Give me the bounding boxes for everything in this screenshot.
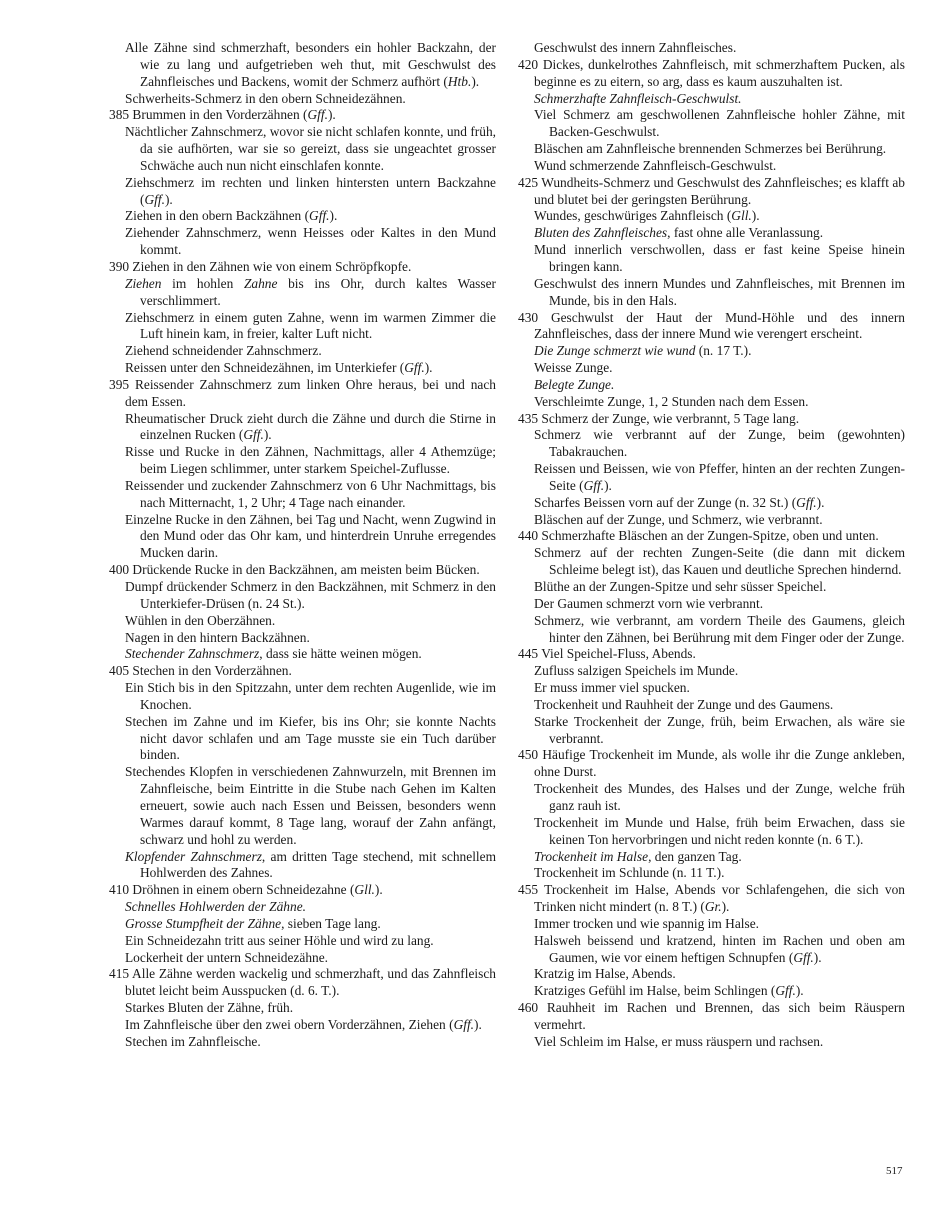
entry-text: 400 Drückende Rucke in den Backzähnen, am meisten beim Bücken.	[109, 562, 480, 578]
symptom-entry	[518, 40, 905, 57]
symptom-entry	[109, 1000, 496, 1017]
symptom-entry	[109, 646, 496, 663]
italic-text: Gr.	[704, 899, 722, 915]
symptom-entry	[109, 849, 496, 883]
symptom-entry	[518, 208, 905, 225]
entry-text: Im Zahnfleische über den zwei obern Vorderzähnen, Ziehen (	[125, 1016, 454, 1032]
symptom-entry	[109, 478, 496, 512]
entry-text: Viel Schmerz am geschwollenen Zahnfleische hohler Zähne, mit Backen-Geschwulst.	[534, 107, 905, 140]
italic-text: Bluten des Zahnfleisches	[534, 225, 668, 241]
entry-text: Geschwulst des innern Mundes und Zahnfleisches, mit Brennen im Munde, bis in den Hals.	[534, 275, 905, 308]
symptom-entry	[109, 107, 496, 124]
entry-text: 455 Trockenheit im Halse, Abends vor Schlafengehen, die sich von Trinken nicht mindert (n. 8 T.) (	[518, 882, 905, 915]
symptom-entry	[518, 512, 905, 529]
entry-text: Ziehender Zahnschmerz, wenn Heisses oder Kaltes in den Mund kommt.	[125, 225, 496, 258]
entry-text: ).	[721, 899, 730, 915]
entry-text: ).	[329, 208, 338, 224]
entry-text: 445 Viel Speichel-Fluss, Abends.	[518, 646, 696, 662]
entry-text: Starke Trockenheit der Zunge, früh, beim Erwachen, als wäre sie verbrannt.	[534, 713, 905, 746]
entry-text: ).	[816, 494, 825, 510]
symptom-entry	[109, 680, 496, 714]
entry-text: Wühlen in den Oberzähnen.	[125, 612, 276, 628]
italic-text: Trockenheit im Halse	[534, 848, 649, 864]
italic-text: Gll.	[731, 208, 752, 224]
italic-text: Gff.	[453, 1016, 475, 1032]
entry-text: Starkes Bluten der Zähne, früh.	[125, 1000, 294, 1016]
symptom-entry	[518, 596, 905, 613]
symptom-entry	[518, 966, 905, 983]
entry-text: 410 Dröhnen in einem obern Schneidezahne (	[109, 882, 355, 898]
entry-text: Halsweh beissend und kratzend, hinten im Rachen und oben am Gaumen, wie vor einem heftigen Schnupfen (	[534, 932, 905, 965]
italic-text: Gff.	[793, 949, 814, 965]
italic-text: Ziehen	[125, 275, 162, 291]
symptom-entry	[518, 579, 905, 596]
symptom-entry	[518, 107, 905, 141]
entry-text: Ein Schneidezahn tritt aus seiner Höhle und wird zu lang.	[125, 932, 434, 948]
entry-text: Nagen in den hintern Backzähnen.	[125, 629, 310, 645]
symptom-entry	[518, 781, 905, 815]
symptom-entry	[518, 225, 905, 242]
entry-text: ).	[471, 73, 480, 89]
entry-text: Reissen und Beissen, wie von Pfeffer, hinten an der rechten Zungen-Seite (	[534, 461, 905, 493]
entry-text: Geschwulst des innern Zahnfleisches.	[534, 40, 737, 55]
italic-text: Zahne	[243, 275, 278, 291]
symptom-entry	[518, 343, 905, 360]
entry-text: Mund innerlich verschwollen, dass er fast keine Speise hinein bringen kann.	[534, 242, 905, 274]
symptom-entry	[109, 91, 496, 108]
entry-text: Trockenheit im Schlunde (n. 11 T.).	[534, 865, 725, 881]
entry-text: Weisse Zunge.	[534, 360, 613, 376]
symptom-entry	[109, 343, 496, 360]
symptom-entry	[109, 208, 496, 225]
entry-text: Schwerheits-Schmerz in den obern Schneidezähnen.	[125, 90, 406, 106]
symptom-entry	[109, 714, 496, 765]
entry-text: 420 Dickes, dunkelrothes Zahnfleisch, mit schmerzhaftem Pucken, als beginne es zu eitern, so arg, dass es kaum auszuhalten ist.	[518, 56, 905, 89]
entry-text: Reissender und zuckender Zahnschmerz von 6 Uhr Nachmittags, bis nach Mitternacht, 1, 2 Uhr; 4 Tage nach einander.	[125, 477, 496, 510]
symptom-entry	[518, 377, 905, 394]
entry-text: Stechen im Zahnfleische.	[125, 1033, 261, 1049]
symptom-entry	[518, 242, 905, 276]
entry-text: 460 Rauhheit im Rachen und Brennen, das sich beim Räuspern vermehrt.	[518, 1000, 905, 1032]
symptom-entry	[518, 360, 905, 377]
entry-text: ).	[263, 427, 272, 443]
entry-text: Kratziges Gefühl im Halse, beim Schlingen (	[534, 983, 776, 999]
entry-text: 435 Schmerz der Zunge, wie verbrannt, 5 Tage lang.	[518, 410, 800, 426]
entry-text: Lockerheit der untern Schneidezähne.	[125, 949, 328, 965]
symptom-entry	[109, 444, 496, 478]
symptom-entry	[518, 461, 905, 495]
symptom-entry	[518, 411, 905, 428]
symptom-entry	[109, 916, 496, 933]
italic-text: Gff.	[796, 494, 817, 510]
symptom-entry	[518, 714, 905, 748]
symptom-entry	[109, 411, 496, 445]
left-column	[109, 40, 496, 1051]
symptom-entry	[518, 57, 905, 91]
symptom-entry	[109, 377, 496, 411]
entry-text: Nächtlicher Zahnschmerz, wovor sie nicht schlafen konnte, und früh, da sie aufhörten, war sie so gereizt, dass sie ungeachtet grosser Schwäche auch nun nicht einschlafen konnte.	[125, 124, 496, 173]
entry-text: Ziehend schneidender Zahnschmerz.	[125, 343, 322, 359]
entry-text: ).	[813, 949, 822, 965]
italic-text: Schmerzhafte Zahnfleisch-Geschwulst.	[534, 90, 742, 106]
italic-text: Die Zunge schmerzt wie wund	[534, 343, 696, 359]
symptom-entry	[518, 1034, 905, 1051]
italic-text: Gff.	[243, 427, 264, 443]
italic-text: Gff.	[307, 107, 328, 123]
entry-text: Ein Stich bis in den Spitzzahn, unter dem rechten Augenlide, wie im Knochen.	[125, 680, 496, 712]
symptom-entry	[518, 815, 905, 849]
symptom-entry	[109, 882, 496, 899]
symptom-entry	[518, 495, 905, 512]
symptom-entry	[109, 764, 496, 848]
symptom-entry	[518, 427, 905, 461]
symptom-entry	[109, 579, 496, 613]
italic-text: Grosse Stumpfheit der Zähne	[125, 915, 282, 931]
entry-text: Er muss immer viel spucken.	[534, 680, 690, 696]
symptom-entry	[518, 613, 905, 647]
italic-text: Schnelles Hohlwerden der Zähne.	[125, 899, 306, 915]
symptom-entry	[109, 259, 496, 276]
entry-text: Stechendes Klopfen in verschiedenen Zahnwurzeln, mit Brennen im Zahnfleische, beim Eintritte in die Stube nach Gehen im Kalten erneuert, sowie auch nach Essen und Beissen, besonders wenn Warmes darauf kommt, 8 Tage lang, worauf der Zahn anfängt, schwarz und hohl zu werden.	[125, 764, 496, 847]
symptom-entry	[518, 276, 905, 310]
entry-text: Verschleimte Zunge, 1, 2 Stunden nach dem Essen.	[534, 393, 809, 409]
symptom-entry	[518, 158, 905, 175]
entry-text: 425 Wundheits-Schmerz und Geschwulst des Zahnfleisches; es klafft ab und blutet bei der geringsten Berührung.	[518, 174, 905, 207]
entry-text: Reissen unter den Schneidezähnen, im Unterkiefer (	[125, 360, 405, 376]
symptom-entry	[109, 360, 496, 377]
entry-text: ).	[374, 882, 383, 898]
entry-text: bis ins Ohr, durch kaltes Wasser verschlimmert.	[140, 275, 497, 308]
entry-text: Der Gaumen schmerzt vorn wie verbrannt.	[534, 595, 764, 611]
entry-text: 405 Stechen in den Vorderzähnen.	[109, 663, 292, 679]
entry-text: 440 Schmerzhafte Bläschen an der Zungen-Spitze, oben und unten.	[518, 528, 879, 544]
entry-text: Wundes, geschwüriges Zahnfleisch (	[534, 208, 732, 224]
entry-text: Wund schmerzende Zahnfleisch-Geschwulst.	[534, 157, 777, 173]
entry-text: Bläschen am Zahnfleische brennenden Schmerzes bei Berührung.	[534, 141, 887, 157]
symptom-entry	[518, 865, 905, 882]
symptom-entry	[109, 175, 496, 209]
entry-text: , sieben Tage lang.	[281, 915, 381, 931]
italic-text: Gff.	[309, 208, 330, 224]
entry-text: Einzelne Rucke in den Zähnen, bei Tag und Nacht, wenn Zugwind in den Mund oder das Ohr kam, und hinterdrein Unruhe erregendes Mucken darin.	[125, 511, 496, 561]
symptom-entry	[518, 545, 905, 579]
entry-text: Ziehen in den obern Backzähnen (	[125, 208, 310, 224]
italic-text: Belegte Zunge.	[534, 376, 615, 392]
entry-text: Alle Zähne sind schmerzhaft, besonders ein hohler Backzahn, der wie zu lang und aufgetrieben weh thut, mit Geschwulst des Zahnfleisches und Backens, womit der Schmerz aufhört (	[125, 40, 496, 89]
entry-text: Scharfes Beissen vorn auf der Zunge (n. 32 St.) (	[534, 494, 797, 510]
entry-text: 385 Brummen in den Vorderzähnen (	[109, 107, 308, 123]
symptom-entry	[518, 680, 905, 697]
entry-text: Zufluss salzigen Speichels im Munde.	[534, 663, 739, 679]
symptom-entry	[518, 394, 905, 411]
symptom-entry	[518, 663, 905, 680]
entry-text: 415 Alle Zähne werden wackelig und schmerzhaft, und das Zahnfleisch blutet leicht beim Ausspucken (d. 6. T.).	[109, 966, 496, 999]
entry-text: Rheumatischer Druck zieht durch die Zähne und durch die Stirne in einzelnen Rucken (	[125, 410, 496, 443]
italic-text: Klopfender Zahnschmerz	[125, 848, 262, 864]
symptom-entry	[109, 933, 496, 950]
right-column	[518, 40, 905, 1051]
italic-text: Htb.	[447, 73, 472, 89]
entry-text: ).	[604, 477, 612, 493]
entry-text: ).	[751, 208, 760, 224]
entry-text: , dass sie hätte weinen mögen.	[259, 646, 422, 662]
entry-text: ).	[795, 983, 804, 999]
entry-text: ).	[164, 191, 173, 207]
italic-text: Gll.	[354, 882, 375, 898]
italic-text: Gff.	[583, 477, 605, 493]
entry-text: 390 Ziehen in den Zähnen wie von einem Schröpfkopfe.	[109, 258, 412, 274]
symptom-entry	[518, 747, 905, 781]
symptom-entry	[518, 528, 905, 545]
symptom-entry	[109, 40, 496, 91]
symptom-entry	[109, 1017, 496, 1034]
entry-text: ).	[424, 360, 433, 376]
symptom-entry	[109, 562, 496, 579]
symptom-entry	[518, 141, 905, 158]
entry-text: 395 Reissender Zahnschmerz zum linken Ohre heraus, bei und nach dem Essen.	[109, 376, 496, 409]
symptom-entry	[518, 697, 905, 714]
italic-text: Gff.	[144, 191, 165, 207]
entry-text: 450 Häufige Trockenheit im Munde, als wolle ihr die Zunge ankleben, ohne Durst.	[518, 747, 905, 780]
italic-text: Gff.	[775, 983, 796, 999]
symptom-entry	[518, 916, 905, 933]
entry-text: Dumpf drückender Schmerz in den Backzähnen, mit Schmerz in den Unterkiefer-Drüsen (n. 24 St.).	[125, 579, 496, 611]
entry-text: Kratzig im Halse, Abends.	[534, 966, 676, 982]
symptom-entry	[109, 613, 496, 630]
symptom-entry	[109, 225, 496, 259]
entry-text: Ziehschmerz im rechten und linken hintersten untern Backzahne (	[125, 174, 496, 207]
entry-text: Trockenheit des Mundes, des Halses und der Zunge, welche früh ganz rauh ist.	[534, 781, 905, 813]
page-number: 517	[886, 1165, 903, 1177]
entry-text: (n. 17 T.).	[695, 343, 752, 359]
symptom-entry	[518, 646, 905, 663]
entry-text: Bläschen auf der Zunge, und Schmerz, wie verbrannt.	[534, 511, 823, 527]
entry-text: ).	[474, 1016, 482, 1032]
symptom-entry	[109, 950, 496, 967]
entry-text: Blüthe an der Zungen-Spitze und sehr süsser Speichel.	[534, 579, 827, 594]
entry-text: im hohlen	[161, 275, 244, 291]
symptom-entry	[518, 882, 905, 916]
entry-text: Risse und Rucke in den Zähnen, Nachmittags, aller 4 Athemzüge; beim Liegen schlimmer, unter starkem Speichel-Zuflusse.	[125, 444, 496, 477]
entry-text: Trockenheit im Munde und Halse, früh beim Erwachen, dass sie keinen Ton hervorbringen und nicht reden konnte (n. 6 T.).	[534, 814, 905, 847]
entry-text: , am dritten Tage stechend, mit schnellem Hohlwerden des Zahnes.	[140, 848, 496, 881]
entry-text: , den ganzen Tag.	[648, 848, 742, 864]
symptom-entry	[109, 512, 496, 563]
entry-text: Ziehschmerz in einem guten Zahne, wenn im warmen Zimmer die Luft hinein kam, in freier, kalter Luft nicht.	[125, 309, 496, 342]
symptom-entry	[109, 124, 496, 175]
entry-text: Viel Schleim im Halse, er muss räuspern und rachsen.	[534, 1033, 824, 1049]
symptom-entry	[518, 983, 905, 1000]
entry-text: Immer trocken und wie spannig im Halse.	[534, 915, 759, 931]
symptom-entry	[518, 1000, 905, 1034]
symptom-entry	[518, 91, 905, 108]
entry-text: ).	[327, 107, 336, 123]
symptom-entry	[109, 630, 496, 647]
entry-text: Stechen im Zahne und im Kiefer, bis ins Ohr; sie konnte Nachts nicht davor schlafen und am Tage musste sie ein Tuch darüber binden.	[125, 713, 496, 763]
symptom-entry	[109, 899, 496, 916]
symptom-entry	[518, 175, 905, 209]
symptom-entry	[518, 933, 905, 967]
symptom-entry	[109, 276, 496, 310]
symptom-entry	[109, 1034, 496, 1051]
entry-text: 430 Geschwulst der Haut der Mund-Höhle und des innern Zahnfleisches, dass der innere Mund wie verengert erscheint.	[518, 309, 905, 342]
entry-text: Trockenheit und Rauhheit der Zunge und des Gaumens.	[534, 696, 834, 712]
symptom-entry	[518, 849, 905, 866]
symptom-entry	[109, 966, 496, 1000]
symptom-entry	[518, 310, 905, 344]
entry-text: Schmerz wie verbrannt auf der Zunge, beim (gewohnten) Tabakrauchen.	[534, 427, 905, 460]
symptom-entry	[109, 310, 496, 344]
italic-text: Stechender Zahnschmerz	[125, 646, 260, 662]
entry-text: Schmerz auf der rechten Zungen-Seite (die dann mit dickem Schleime belegt ist), das Kauen und deutliche Sprechen hindernd.	[534, 545, 905, 578]
entry-text: , fast ohne alle Veranlassung.	[667, 225, 824, 241]
symptom-entry	[109, 663, 496, 680]
entry-text: Schmerz, wie verbrannt, am vordern Theile des Gaumens, gleich hinter den Zähnen, bei Berührung mit dem Finger oder der Zunge.	[534, 612, 905, 645]
italic-text: Gff.	[404, 360, 425, 376]
